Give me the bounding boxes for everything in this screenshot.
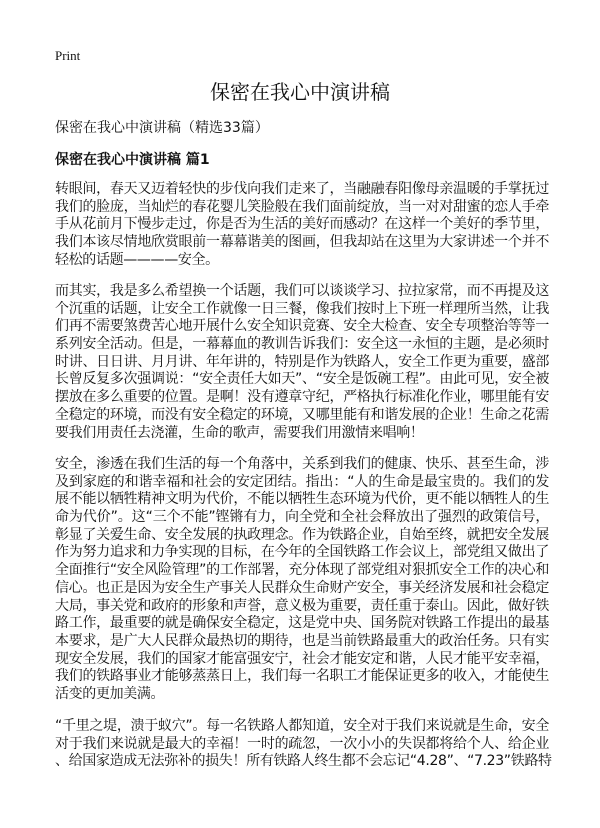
paragraph-line: 命为代价”。这“三个不能”铿锵有力，向全党和全社会释放出了强烈的政策信号， (55, 509, 549, 526)
paragraph-line: 及到家庭的和谐幸福和社会的安定团结。指出：“人的生命是最宝贵的。我们的发 (55, 473, 549, 490)
paragraph-line: 手从花前月下慢步走过，你是否为生活的美好而感动？在这样一个美好的季节里， (55, 216, 549, 233)
paragraph-line: 而其实，我是多么希望换一个话题，我们可以谈谈学习、拉拉家常，而不再提及这 (55, 283, 549, 299)
paragraph-line: 展不能以牺牲精神文明为代价，不能以牺牲生态环境为代价，更不能以牺牲人的生 (55, 491, 549, 508)
paragraph-line: 信心。也正是因为安全生产事关人民群众生命财产安全，事关经济发展和社会稳定 (55, 579, 549, 596)
print-label: Print (55, 48, 81, 63)
section-heading: 保密在我心中演讲稿 篇1 (55, 152, 210, 168)
paragraph-line: 全面推行“安全风险管理”的工作部署，充分体现了部党组对狠抓安全工作的决心和 (55, 562, 549, 579)
paragraph-line: 时讲、日日讲、月月讲、年年讲的，特别是作为铁路人，安全工作更为重要，盛部 (55, 353, 549, 370)
paragraph-line: 本要求，是广大人民群众最热切的期待，也是当前铁路最重大的政治任务。只有实 (55, 632, 549, 649)
paragraph-line: 个沉重的话题，让安全工作就像一日三餐，像我们按时上下班一样理所当然，让我 (55, 300, 549, 317)
paragraph-line: 要我们用责任去浇灌，生命的歌声，需要我们用激情来唱响！ (55, 424, 424, 441)
paragraph-line: 轻松的话题————安全。 (55, 251, 219, 268)
paragraph-line: 摆放在多么重要的位置。是啊！没有遵章守纪，严格执行标准化作业，哪里能有安 (55, 389, 549, 406)
paragraph-line: 系列安全活动。但是，一幕幕血的教训告诉我们：安全这一永恒的主题，是必须时 (55, 336, 549, 353)
page-title: 保密在我心中演讲稿 (210, 80, 390, 104)
paragraph-line: 大局，事关党和政府的形象和声誉，意义极为重要，责任重于泰山。因此，做好铁 (55, 597, 549, 614)
paragraph-1 (55, 181, 549, 269)
paragraph-line: 们再不需要煞费苦心地开展什么安全知识竞赛、安全大检查、安全专项整治等等一 (55, 318, 549, 335)
paragraph-line: 、给国家造成无法弥补的损失！所有铁路人终生都不会忘记“4.28”、“7.23”铁路特 (55, 753, 552, 770)
paragraph-4 (55, 718, 552, 771)
paragraph-line: 彰显了关爱生命、安全发展的执政理念。作为铁路企业，自始至终，就把安全发展 (55, 526, 549, 543)
paragraph-line: 转眼间，春天又迈着轻快的步伐向我们走来了，当融融春阳像母亲温暖的手掌抚过 (55, 181, 549, 197)
paragraph-line: “千里之堤，溃于蚁穴”。每一名铁路人都知道，安全对于我们来说就是生命，安全 (55, 718, 549, 734)
paragraph-line: 我们的铁路事业才能够蒸蒸日上，我们每一名职工才能保证更多的收入，才能使生 (55, 668, 549, 685)
paragraph-line: 路工作，最重要的就是确保安全稳定，这是党中央、国务院对铁路工作提出的最基 (55, 615, 549, 632)
paragraph-3 (55, 456, 549, 704)
paragraph-line: 对于我们来说就是最大的幸福！一时的疏忽，一次小小的失误都将给个人、给企业 (55, 735, 549, 752)
paragraph-line: 我们本该尽情地欣赏眼前一幕幕谐美的图画，但我却站在这里为大家讲述一个并不 (55, 234, 549, 251)
paragraph-line: 安全，渗透在我们生活的每一个角落中，关系到我们的健康、快乐、甚至生命，涉 (55, 456, 549, 472)
paragraph-line: 活变的更加美满。 (55, 685, 165, 702)
paragraph-line: 作为努力追求和力争实现的目标，在今年的全国铁路工作会议上，部党组又做出了 (55, 544, 549, 561)
paragraph-line: 全稳定的环境，而没有安全稳定的环境，又哪里能有和谐发展的企业！生命之花需 (55, 406, 549, 423)
paragraph-line: 长曾反复多次强调说：“安全责任大如天”、“安全是饭碗工程”。由此可见，安全被 (55, 371, 549, 388)
subtitle: 保密在我心中演讲稿（精选33篇） (55, 120, 269, 136)
paragraph-2 (55, 283, 549, 442)
paragraph-line: 现安全发展，我们的国家才能富强安宁，社会才能安定和谐，人民才能平安幸福， (55, 650, 549, 667)
paragraph-line: 我们的脸庞，当灿烂的春花婴儿笑脸般在我们面前绽放，当一对对甜蜜的恋人手牵 (55, 198, 549, 215)
